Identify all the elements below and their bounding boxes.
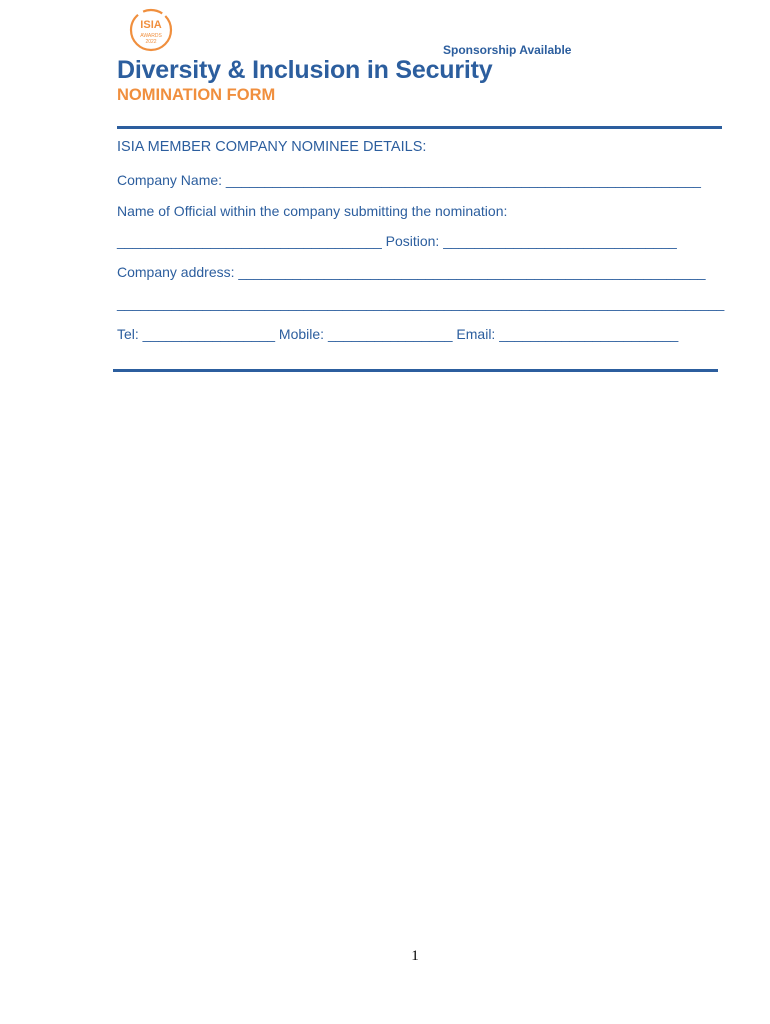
form-subtitle: NOMINATION FORM: [117, 86, 276, 104]
svg-text:AWARDS: AWARDS: [140, 33, 162, 39]
page-number: 1: [411, 948, 419, 964]
bottom-divider: [113, 369, 718, 372]
svg-text:ISIA: ISIA: [140, 19, 162, 31]
company-address-field[interactable]: Company address: ____________________________________________________________: [117, 264, 706, 280]
address-line-2-field[interactable]: ______________________________________________________________________________: [117, 295, 725, 311]
top-divider: [117, 126, 722, 129]
company-name-field[interactable]: Company Name: _____________________________________________________________: [117, 172, 701, 188]
sponsorship-note: Sponsorship Available: [443, 43, 572, 57]
page-title: Diversity & Inclusion in Security: [117, 56, 493, 84]
official-position-field[interactable]: __________________________________ Position: ______________________________: [117, 233, 677, 249]
isia-awards-logo: [128, 8, 174, 52]
official-name-label: Name of Official within the company submitting the nomination:: [117, 203, 508, 219]
svg-text:2022: 2022: [145, 39, 157, 45]
contact-fields[interactable]: Tel: _________________ Mobile: ________________ Email: _______________________: [117, 326, 679, 342]
section-heading: ISIA MEMBER COMPANY NOMINEE DETAILS:: [117, 139, 427, 155]
